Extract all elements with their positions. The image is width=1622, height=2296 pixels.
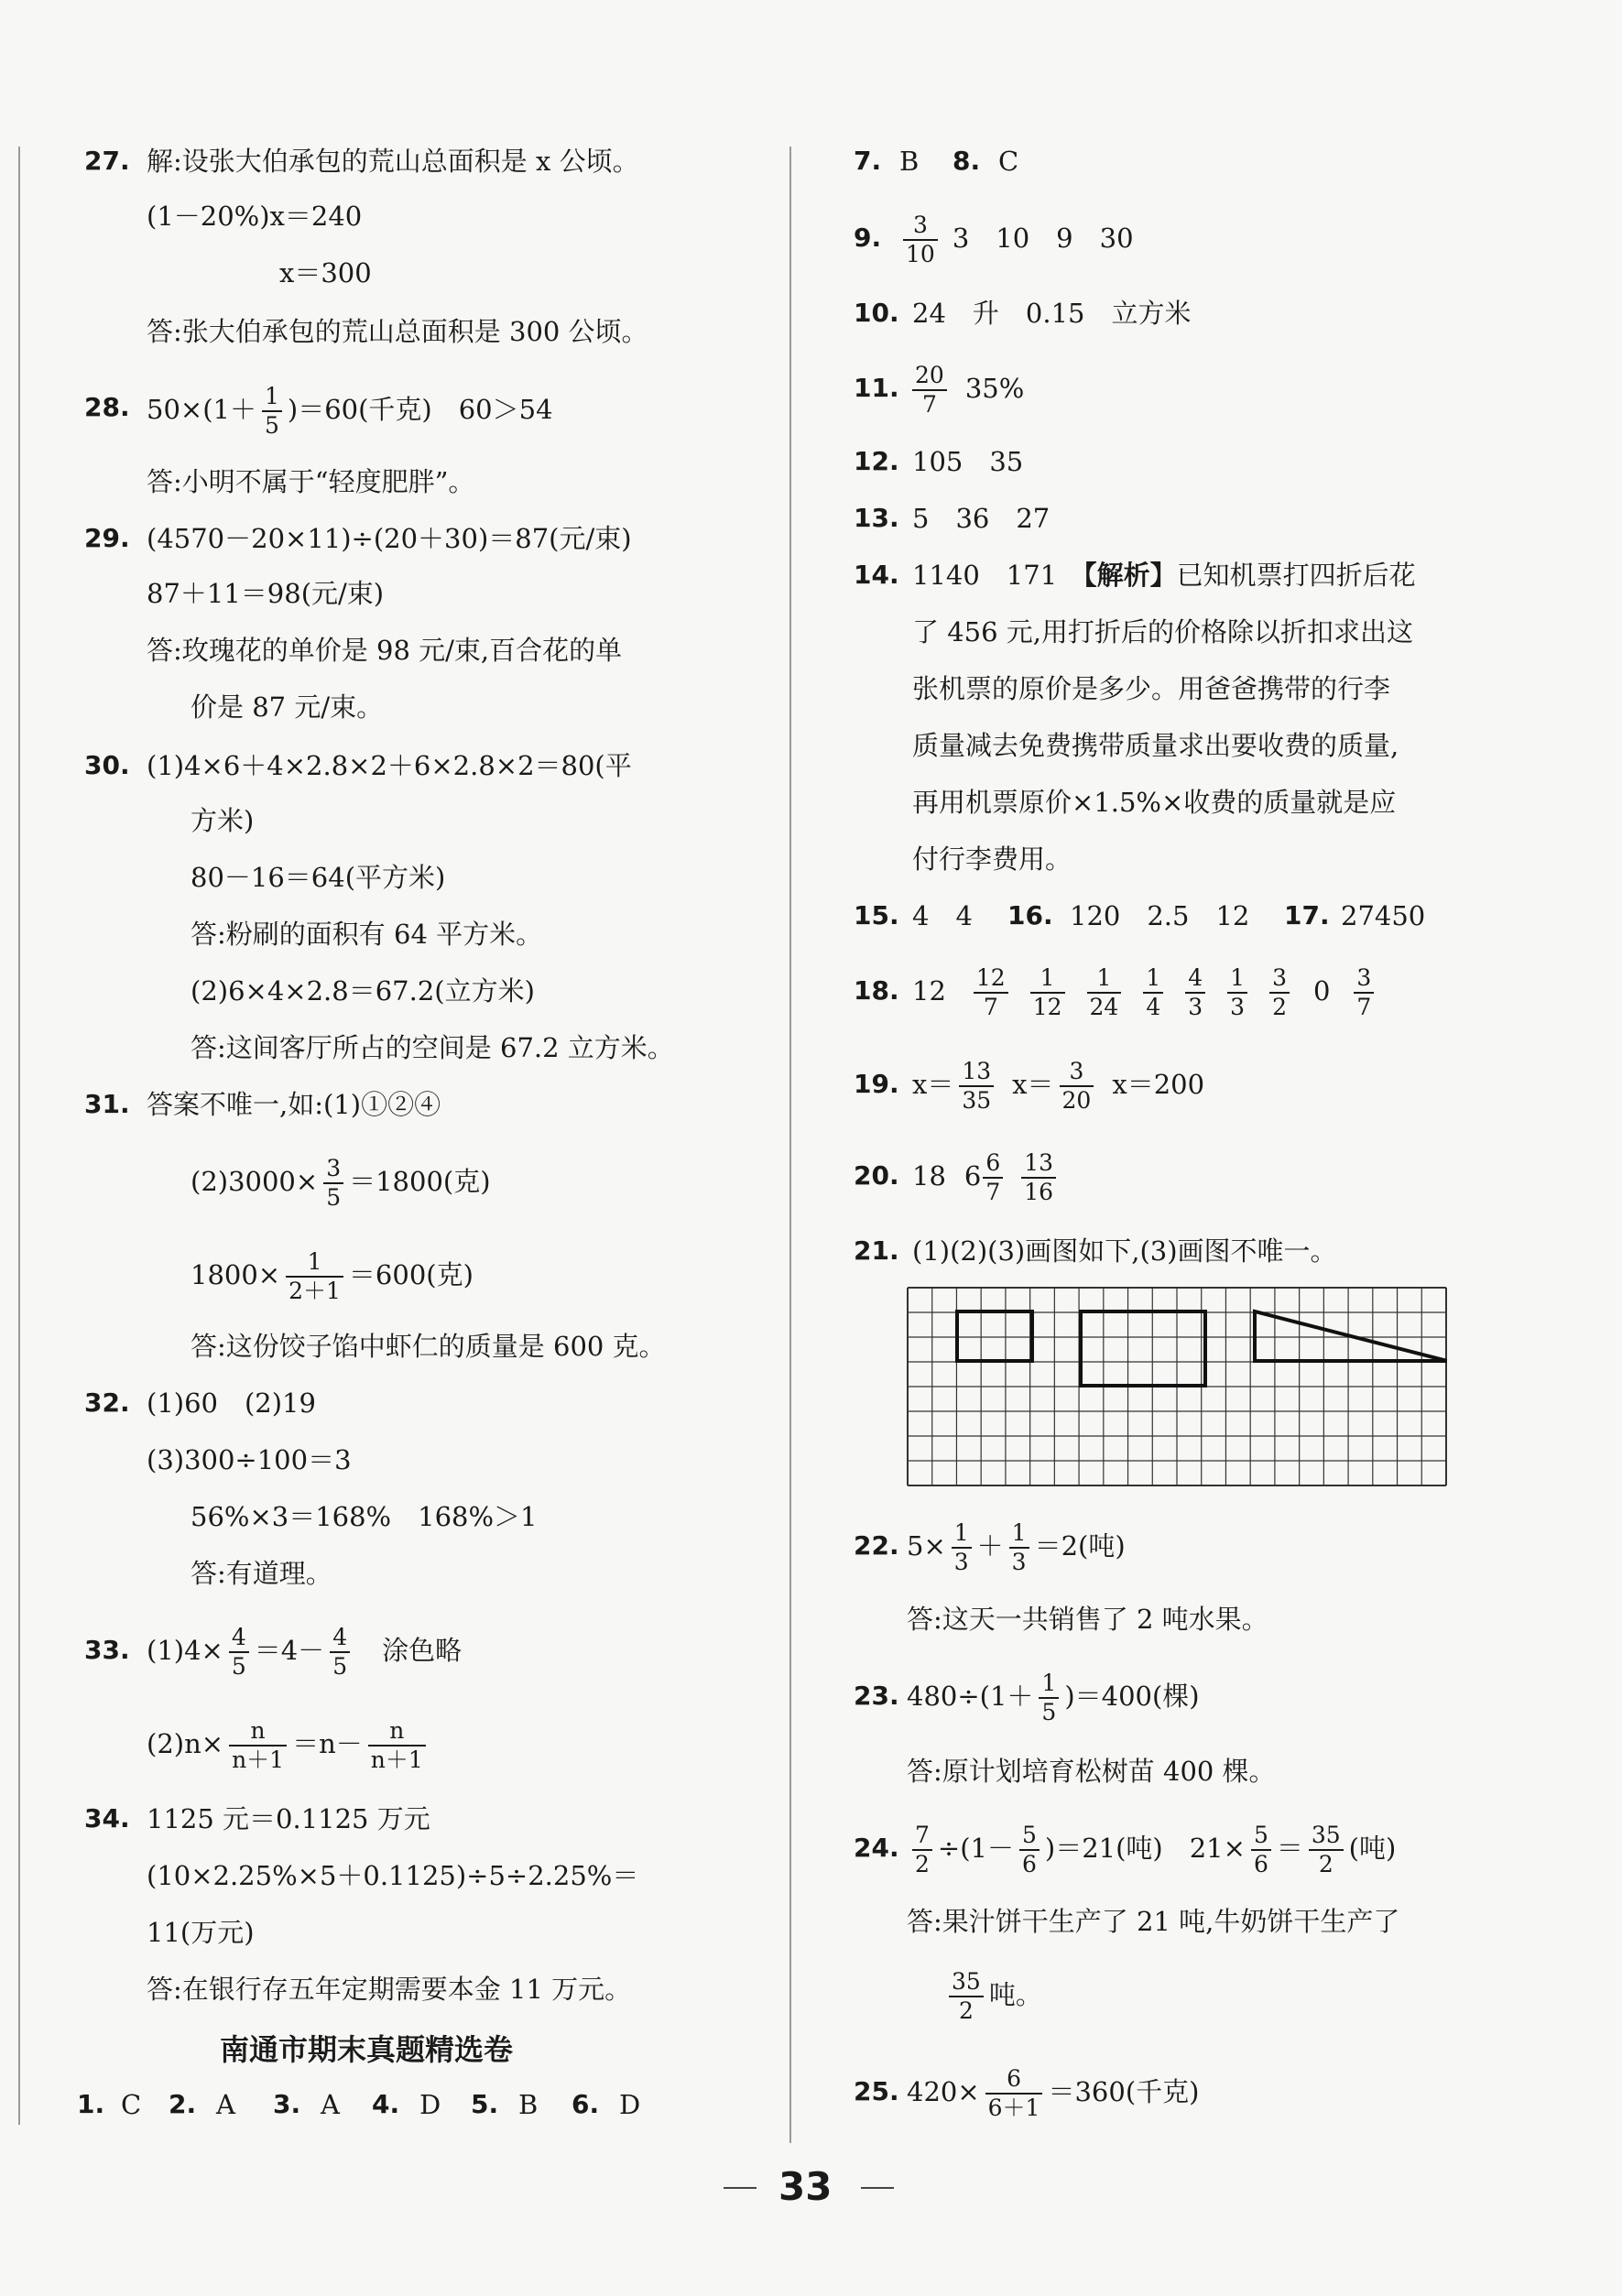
problem-13-number: 13.	[854, 503, 899, 533]
fraction: $\frac{20}{7}$	[912, 362, 947, 419]
problem-19-answer: x＝ $\frac{13}{35}$ x＝ $\frac{3}{20}$ x＝200	[912, 1058, 1205, 1114]
problem-14-line-3: 张机票的原价是多少。用爸爸携带的行李	[912, 673, 1391, 704]
problem-31-line-3: 1800× $\frac{1}{2+1}$ ＝600(克)	[191, 1248, 474, 1304]
problem-29-number: 29.	[84, 523, 130, 553]
problem-32-answer: 答:有道理。	[191, 1558, 332, 1589]
problem-16-number: 16.	[1007, 900, 1053, 930]
problem-33-number: 33.	[84, 1635, 130, 1665]
problem-31-number: 31.	[84, 1089, 130, 1119]
problem-23-number: 23.	[854, 1681, 899, 1711]
problem-34-number: 34.	[84, 1803, 130, 1834]
problem-30-line-1: (1)4×6＋4×2.8×2＋6×2.8×2＝80(平	[147, 750, 632, 781]
problem-12-answer: 105 35	[912, 446, 1024, 477]
fraction: $\frac{1}{2+1}$	[286, 1248, 343, 1305]
problem-34-line-3: 11(万元)	[147, 1917, 255, 1948]
problem-17-number: 17.	[1284, 900, 1330, 930]
problem-8-answer: C	[998, 146, 1019, 177]
problem-34-line-2: (10×2.25%×5＋0.1125)÷5÷2.25%＝	[147, 1860, 639, 1891]
problem-25-equation: 420× $\frac{6}{6+1}$ ＝360(千克)	[907, 2065, 1200, 2121]
problem-14-line-4: 质量减去免费携带质量求出要收费的质量,	[912, 730, 1399, 761]
problem-30-line-3: 80－16＝64(平方米)	[191, 862, 446, 893]
problem-28-answer: 答:小明不属于“轻度肥胖”。	[147, 466, 475, 497]
drawn-triangle	[1255, 1311, 1447, 1361]
problem-21-number: 21.	[854, 1235, 899, 1266]
problem-30-line-5: (2)6×4×2.8＝67.2(立方米)	[191, 975, 535, 1007]
problem-9-number: 9.	[854, 223, 882, 253]
problem-28-pre: 50×(1＋	[147, 394, 256, 425]
drawn-square	[957, 1311, 1032, 1361]
problem-18-answer: 12 $\frac{12}{7}$ $\frac{1}{12}$ $\frac{1}{24}$ $\frac{1}{4}$ $\frac{4}{3}$ $\frac{1}{3}$ $\frac{3}{2}$ 0 $\frac{3}{7}$	[912, 962, 1385, 1020]
problem-23-equation: 480÷(1＋ $\frac{1}{5}$ )＝400(棵)	[907, 1670, 1200, 1725]
problem-22-equation: 5× $\frac{1}{3}$ ＋ $\frac{1}{3}$ ＝2(吨)	[907, 1519, 1126, 1575]
problem-23-answer: 答:原计划培育松树苗 400 棵。	[907, 1756, 1276, 1787]
problem-34-answer: 答:在银行存五年定期需要本金 11 万元。	[147, 1974, 632, 2005]
problem-24-answer-1: 答:果汁饼干生产了 21 吨,牛奶饼干生产了	[907, 1906, 1400, 1937]
section-title: 南通市期末真题精选卷	[220, 2032, 514, 2067]
problem-28-equation	[147, 383, 553, 439]
fraction: $\frac{3}{10}$	[903, 212, 938, 268]
mc-answers-row: 1. C 2. A 3. A 4. D 5. B 6. D	[77, 2089, 641, 2120]
problem-30-line-2: 方米)	[191, 805, 255, 836]
problem-29-line-2: 87＋11＝98(元/束)	[147, 578, 385, 609]
fraction: $\frac{3}{5}$	[323, 1155, 343, 1212]
problem-18-number: 18.	[854, 975, 899, 1006]
problem-32-line-1: (1)60 (2)19	[147, 1387, 316, 1419]
problem-14-line-5: 再用机票原价×1.5%×收费的质量就是应	[912, 787, 1397, 818]
problem-15-answer: 4 4	[912, 900, 973, 931]
problem-32-number: 32.	[84, 1387, 130, 1418]
problem-32-line-2: (3)300÷100＝3	[147, 1444, 352, 1475]
problem-22-number: 22.	[854, 1530, 899, 1561]
fraction: $\frac{4}{5}$	[330, 1624, 350, 1681]
problem-32-line-3: 56%×3＝168% 168%＞1	[191, 1501, 538, 1532]
page-number: 33	[778, 2164, 833, 2209]
problem-24-answer-2: $\frac{35}{2}$ 吨。	[943, 1965, 1042, 2024]
problem-11-answer: $\frac{20}{7}$ 35%	[907, 359, 1024, 418]
problem-30-number: 30.	[84, 750, 130, 780]
problem-24-equation: $\frac{7}{2}$ ÷(1－ $\frac{5}{6}$ )＝21(吨) 21× $\frac{5}{6}$ ＝ $\frac{35}{2}$ (吨)	[907, 1819, 1396, 1877]
problem-30-answer-2: 答:这间客厅所占的空间是 67.2 立方米。	[191, 1032, 674, 1063]
fraction: $\frac{n}{n+1}$	[368, 1717, 426, 1774]
problem-7-answer: B	[899, 146, 920, 177]
problem-27-line-1: 解:设张大伯承包的荒山总面积是 x 公顷。	[147, 146, 639, 177]
problem-12-number: 12.	[854, 446, 899, 476]
problem-11-number: 11.	[854, 373, 899, 403]
drawn-rectangle	[1081, 1311, 1205, 1386]
problem-10-number: 10.	[854, 298, 899, 328]
grid-drawing	[907, 1287, 1447, 1486]
problem-22-answer: 答:这天一共销售了 2 吨水果。	[907, 1604, 1268, 1635]
problem-31-answer: 答:这份饺子馅中虾仁的质量是 600 克。	[191, 1331, 666, 1362]
fraction: $\frac{4}{5}$	[229, 1624, 249, 1681]
problem-20-answer: 18 6 $\frac{6}{7}$ $\frac{13}{16}$	[912, 1147, 1061, 1205]
problem-30-answer-1: 答:粉刷的面积有 64 平方米。	[191, 919, 543, 950]
problem-7-number: 7.	[854, 146, 882, 176]
problem-10-answer: 24 升 0.15 立方米	[912, 298, 1192, 329]
problem-27-line-2: (1－20%)x＝240	[147, 201, 363, 232]
problem-17-answer: 27450	[1341, 900, 1426, 931]
problem-33-line-2: (2)n× $\frac{n}{n+1}$ ＝n－ $\frac{n}{n+1}$	[147, 1714, 431, 1773]
problem-14-number: 14.	[854, 560, 899, 590]
problem-13-answer: 5 36 27	[912, 503, 1050, 534]
problem-34-line-1: 1125 元＝0.1125 万元	[147, 1803, 430, 1834]
problem-29-answer-2: 价是 87 元/束。	[191, 691, 384, 723]
problem-14-line-1: 1140 171 【解析】已知机票打四折后花	[912, 560, 1416, 591]
left-margin-rule	[18, 147, 20, 2125]
problem-33-line-1: (1)4× $\frac{4}{5}$ ＝4－ $\frac{4}{5}$ 涂色略	[147, 1624, 463, 1680]
problem-27-answer: 答:张大伯承包的荒山总面积是 300 公顷。	[147, 316, 648, 347]
problem-15-number: 15.	[854, 900, 899, 930]
problem-14-line-6: 付行李费用。	[912, 843, 1072, 875]
problem-20-number: 20.	[854, 1160, 899, 1191]
problem-21-text: (1)(2)(3)画图如下,(3)画图不唯一。	[912, 1235, 1337, 1267]
problem-29-line-1: (4570－20×11)÷(20＋30)＝87(元/束)	[147, 523, 632, 554]
problem-8-number: 8.	[953, 146, 981, 176]
problem-9-answer: $\frac{3}{10}$ 3 10 9 30	[898, 209, 1134, 267]
problem-29-answer-1: 答:玫瑰花的单价是 98 元/束,百合花的单	[147, 635, 623, 666]
problem-31-line-2: (2)3000× $\frac{3}{5}$ ＝1800(克)	[191, 1155, 491, 1211]
problem-28-post: )＝60(千克) 60＞54	[287, 394, 553, 425]
fraction: $\frac{1}{5}$	[262, 383, 282, 440]
problem-16-answer: 120 2.5 12	[1070, 900, 1250, 931]
problem-24-number: 24.	[854, 1833, 899, 1863]
problem-25-number: 25.	[854, 2076, 899, 2106]
page-number-footer	[724, 2160, 898, 2214]
problem-27-line-3: x＝300	[279, 257, 372, 288]
problem-28-number: 28.	[84, 392, 130, 422]
fraction: $\frac{n}{n+1}$	[229, 1717, 287, 1774]
problem-31-line-1: 答案不唯一,如:(1)①②④	[147, 1089, 441, 1120]
column-divider	[789, 147, 791, 2143]
problem-19-number: 19.	[854, 1069, 899, 1099]
problem-14-line-2: 了 456 元,用打折后的价格除以折扣求出这	[912, 616, 1414, 647]
problem-27-number: 27.	[84, 146, 130, 176]
analysis-tag: 【解析】	[1083, 560, 1177, 591]
